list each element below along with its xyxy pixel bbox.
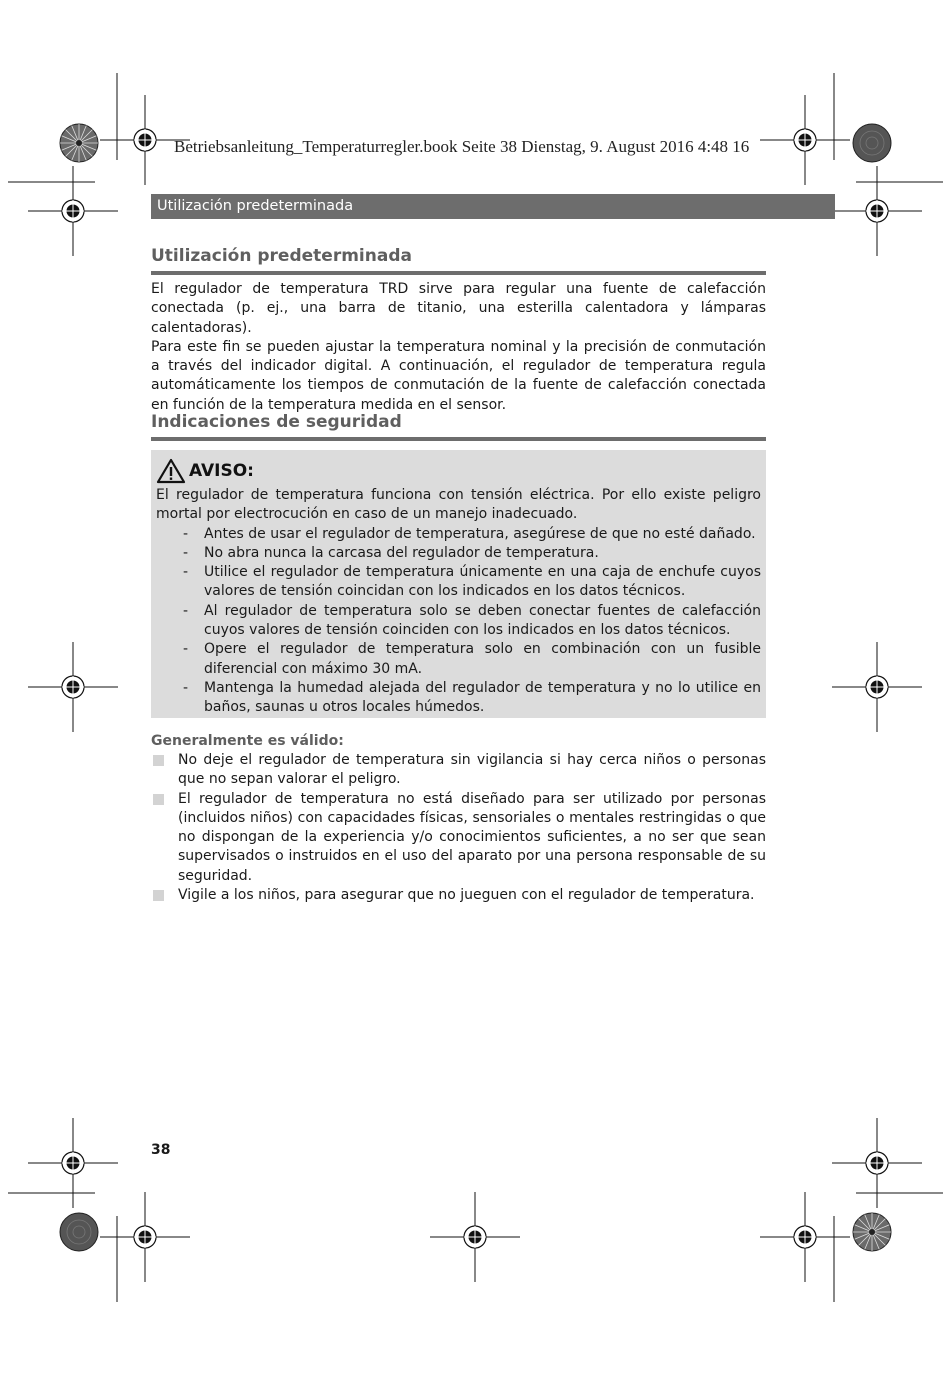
list-item: - Utilice el regulador de temperatura únicamente en una caja de enchufe cuyos valores de tensión coincidan con los indicados en los datos técnicos. [183,564,761,600]
general-heading: Generalmente es válido: [151,733,344,749]
dash-bullet: - [183,679,189,696]
warning-list [156,525,761,718]
general-list [151,751,766,905]
intro-text [151,280,766,415]
heading-safety: Indicaciones de seguridad [151,412,766,441]
intro-paragraph-1: El regulador de temperatura TRD sirve para regular una fuente de calefacción conectada (p. ej., una barra de titanio, una esterilla calentadora y lámparas calentadoras). [151,281,766,336]
section-bar: Utilización predeterminada [151,194,835,219]
square-bullet-icon [153,755,164,766]
list-item: No deje el regulador de temperatura sin vigilancia si hay cerca niños o personas que no sepan valorar el peligro. [151,751,766,790]
square-bullet-icon [153,890,164,901]
dash-bullet: - [183,602,189,619]
warning-triangle-icon [156,458,186,484]
dash-bullet: - [183,564,189,581]
print-header: Betriebsanleitung_Temperaturregler.book Seite 38 Dienstag, 9. August 2016 4:48 16 [174,137,750,156]
list-item: El regulador de temperatura no está diseñado para ser utilizado por personas (incluidos niños) con capacidades físicas, sensoriales o mentales restringidas o que no dispongan de la experiencia y/o conocimientos suficientes, a no ser que sean supervisados o instruidos en el uso del aparato por una persona responsable de su seguridad. [151,790,766,886]
list-item: Vigile a los niños, para asegurar que no jueguen con el regulador de temperatura. [151,886,766,905]
list-item: - Mantenga la humedad alejada del regulador de temperatura y no lo utilice en baños, saunas u otros locales húmedos. [183,679,761,716]
dash-bullet: - [183,544,189,561]
list-item: - Opere el regulador de temperatura solo en combinación con un fusible diferencial con máximo 30 mA. [183,641,761,677]
square-bullet-icon [153,794,164,805]
dash-bullet: - [183,641,189,658]
list-item: - Al regulador de temperatura solo se deben conectar fuentes de calefacción cuyos valores de tensión coinciden con los indicados en los datos técnicos. [183,602,761,639]
warning-label: AVISO: [189,461,254,481]
warning-text: El regulador de temperatura funciona con tensión eléctrica. Por ello existe peligro mortal por electrocución en caso de un manejo inadecuado. [156,487,761,523]
list-item: - Antes de usar el regulador de temperatura, asegúrese de que no esté dañado. [156,525,761,544]
heading-intended-use: Utilización predeterminada [151,246,766,275]
dash-bullet: - [183,525,189,542]
list-item: - No abra nunca la carcasa del regulador de temperatura. [156,544,761,563]
page-number: 38 [151,1142,171,1158]
warning-title [156,456,761,486]
warning-box [151,450,766,718]
intro-paragraph-2: Para este fin se pueden ajustar la temperatura nominal y la precisión de conmutación a través del indicador digital. A continuación, el regulador de temperatura regula automáticamente los tiempos de conmutación de la fuente de calefacción conectada en función de la temperatura medida en el sensor. [151,338,766,413]
